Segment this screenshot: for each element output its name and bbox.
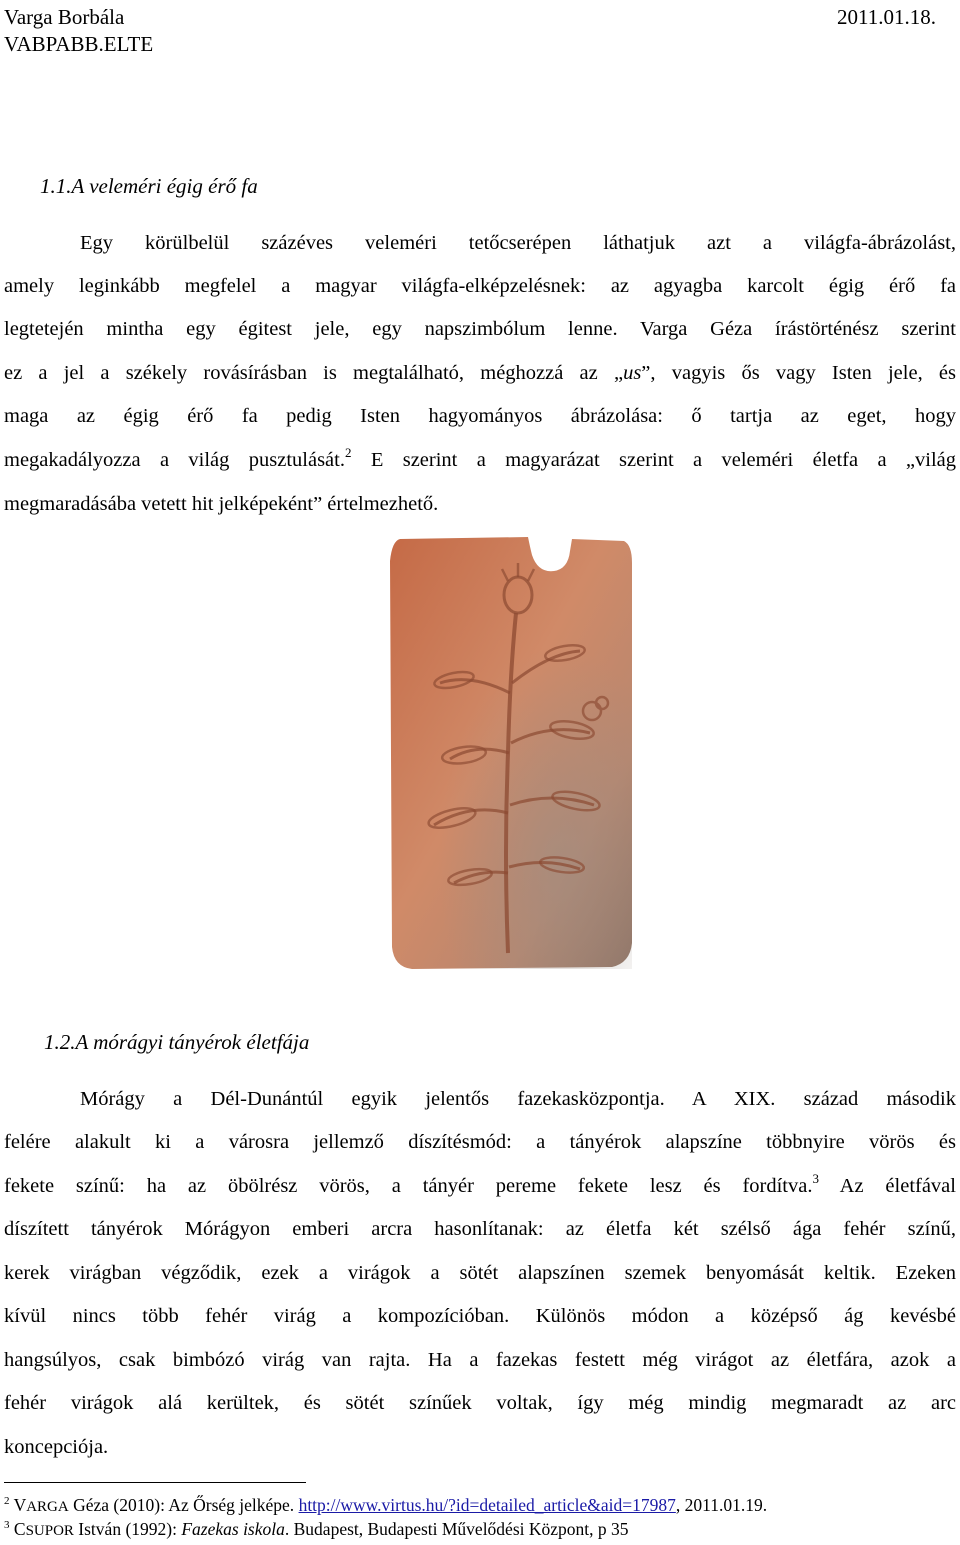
footnote-ref-3[interactable]: 3 [812, 1171, 819, 1186]
text-line: megmaradásába vetett hit jelképeként” értelmezhető. [4, 493, 439, 515]
text-line: legtetején mintha egy égitest jele, egy napszimbólum lenne. Varga Géza írástörténész szerint [4, 318, 956, 340]
text-line: Mórágy a Dél-Dunántúl egyik jelentős fazekasközpontja. A XIX. század második [80, 1088, 956, 1110]
footnote-ref-2[interactable]: 2 [344, 445, 352, 460]
footnote-link[interactable]: http://www.virtus.hu/?id=detailed_article&aid=17987 [298, 1495, 676, 1515]
text-line: megakadályozza a világ pusztulását.$^2$ E szerint a magyarázat szerint a veleméri életfa a „világ [4, 445, 956, 471]
roof-tile-tree-icon [380, 533, 636, 973]
text-line: ez a jel a székely rovásírásban is megtalálható, méghozzá az „us”, vagyis ős vagy Isten jele, és [4, 362, 956, 384]
footnote-3: $^3$ CSUPOR István (1992): Fazekas iskola. Budapest, Budapesti Művelődési Központ, p 35 [4, 1519, 629, 1539]
text-line: díszített tányérok Mórágyon emberi arcra hasonlítanak: az életfa két szélső ága fehér színű, [4, 1218, 956, 1240]
text-line: fekete színű: ha az öbölrész vörös, a tányér pereme fekete lesz és fordítva.$^3$ Az életfával [4, 1171, 956, 1197]
header-author: Varga Borbála [4, 5, 125, 29]
section-heading-2: 1.2.A mórágyi tányérok életfája [44, 1030, 310, 1054]
footnote-2: $^2$ VARGA Géza (2010): Az Őrség jelképe. http://www.virtus.hu/?id=detailed_article&aid=17987, 2011.01.19. [4, 1495, 768, 1515]
text-line: kerek virágban végződik, ezek a virágok a sötét alapszínen szemek benyomását keltik. Ezeken [4, 1262, 956, 1284]
text-line: kívül nincs több fehér virág a kompozícióban. Különös módon a középső ág kevésbé [4, 1305, 956, 1327]
header-date: 2011.01.18. [837, 5, 936, 29]
text-line: koncepciója. [4, 1436, 109, 1458]
text-line: Egy körülbelül százéves veleméri tetőcserépen láthatjuk azt a világfa-ábrázolást, [80, 232, 956, 254]
text-line: hangsúlyos, csak bimbózó virág van rajta. Ha a fazekas festett még virágot az életfára, azok a [4, 1349, 956, 1371]
text-line: maga az égig érő fa pedig Isten hagyományos ábrázolása: ő tartja az eget, hogy [4, 405, 956, 427]
text-line: felére alakult ki a városra jellemző díszítésmód: a tányérok alapszíne többnyire vörös és [4, 1131, 956, 1153]
roof-tile-image [380, 533, 636, 973]
section-heading-1: 1.1.A veleméri égig érő fa [40, 174, 258, 198]
text-line: amely leginkább megfelel a magyar világfa-elképzelésnek: az agyagba karcolt égig érő fa [4, 275, 956, 297]
text-line: fehér virágok alá kerültek, és sötét színűek voltak, így még mindig megmaradt az arc [4, 1392, 956, 1414]
footnote-separator [4, 1482, 306, 1483]
header-code: VABPABB.ELTE [4, 32, 154, 56]
